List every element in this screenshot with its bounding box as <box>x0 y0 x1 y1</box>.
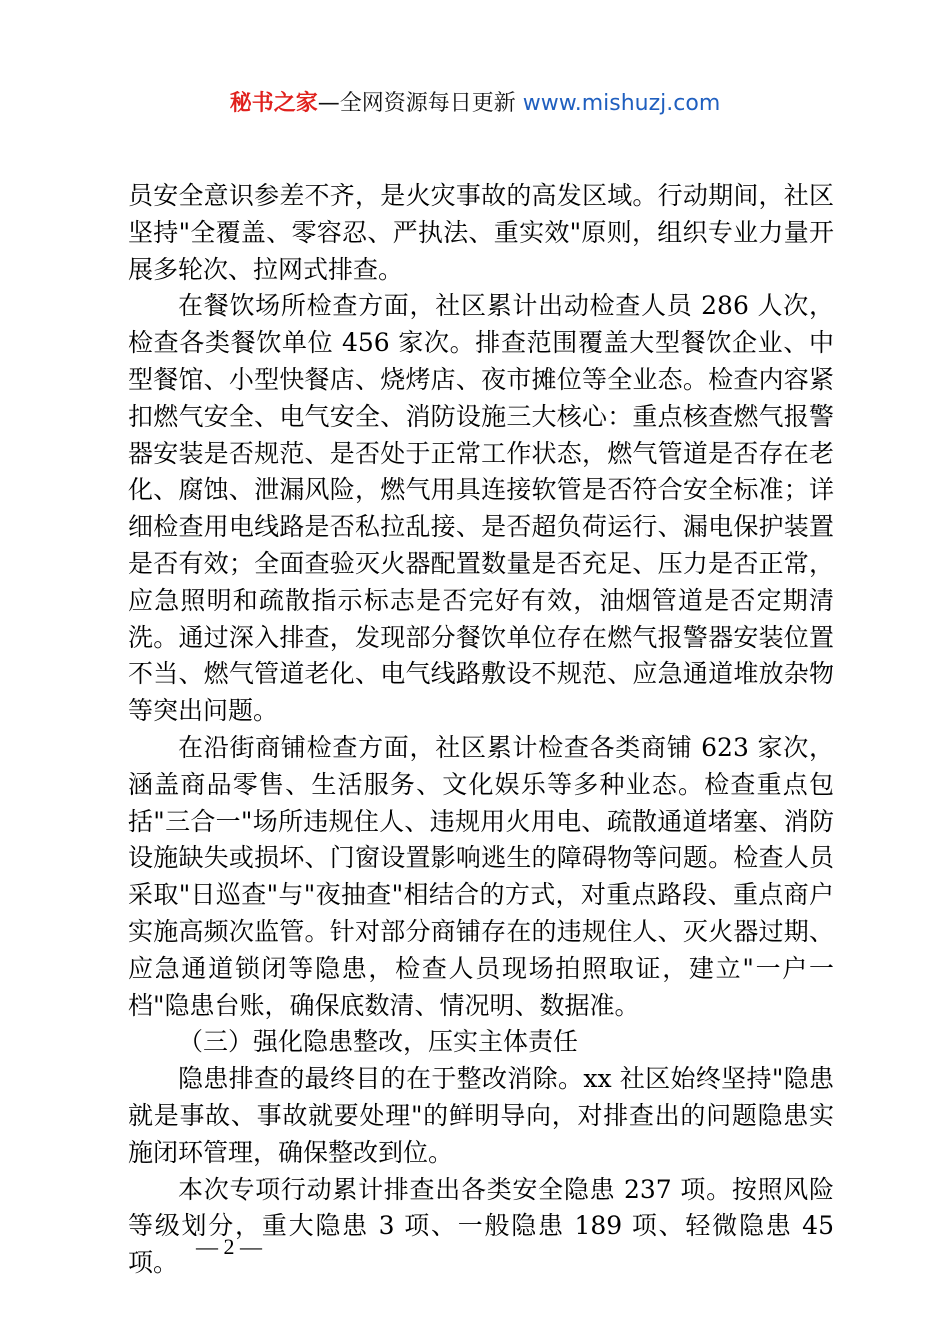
section-heading: （三）强化隐患整改，压实主体责任 <box>178 1027 579 1057</box>
document-body <box>128 178 834 1282</box>
paragraph-shop-inspection: 在沿街商铺检查方面，社区累计检查各类商铺 623 家次，涵盖商品零售、生活服务、文化娱乐等多种业态。检查重点包括"三合一"场所违规住人、违规用火用电、疏散通道堵塞、消防设施缺失或损坏、门窗设置影响逃生的障碍物等问题。检查人员采取"日巡查"与"夜抽查"相结合的方式，对重点路段、重点商户实施高频次监管。针对部分商铺存在的违规住人、灭火器过期、应急通道锁闭等隐患，检查人员现场拍照取证，建立"一户一档"隐患台账，确保底数清、情况明、数据准。 <box>128 732 834 1020</box>
page-number: — 2 — <box>196 1234 262 1259</box>
paragraph-restaurant-inspection: 在餐饮场所检查方面，社区累计出动检查人员 286 人次，检查各类餐饮单位 456 家次。排查范围覆盖大型餐饮企业、中型餐馆、小型快餐店、烧烤店、夜市摊位等全业态。检查内容紧扣燃气安全、电气安全、消防设施三大核心：重点核查燃气报警器安装是否规范、是否处于正常工作状态，燃气管道是否存在老化、腐蚀、泄漏风险，燃气用具连接软管是否符合安全标准；详细检查用电线路是否私拉乱接、是否超负荷运行、漏电保护装置是否有效；全面查验灭火器配置数量是否充足、压力是否正常，应急照明和疏散指示标志是否完好有效，油烟管道是否定期清洗。通过深入排查，发现部分餐饮单位存在燃气报警器安装位置不当、燃气管道老化、电气线路敷设不规范、应急通道堆放杂物等突出问题。 <box>128 291 834 726</box>
brand-name: 秘书之家 <box>229 91 318 116</box>
header-url-link[interactable]: www.mishuzj.com <box>522 91 721 116</box>
paragraph-rectification: 隐患排查的最终目的在于整改消除。xx 社区始终坚持"隐患就是事故、事故就要处理"的鲜明导向，对排查出的问题隐患实施闭环管理，确保整改到位。 <box>128 1064 834 1167</box>
watermark-header <box>0 88 950 120</box>
header-tagline: —全网资源每日更新 <box>317 91 516 116</box>
paragraph-continuation: 员安全意识参差不齐，是火灾事故的高发区域。行动期间，社区坚持"全覆盖、零容忍、严执法、重实效"原则，组织专业力量开展多轮次、拉网式排查。 <box>128 181 834 284</box>
paragraph-hazard-summary: 本次专项行动累计排查出各类安全隐患 237 项。按照风险等级划分，重大隐患 3 项、一般隐患 189 项、轻微隐患 45 项。 <box>128 1174 834 1278</box>
